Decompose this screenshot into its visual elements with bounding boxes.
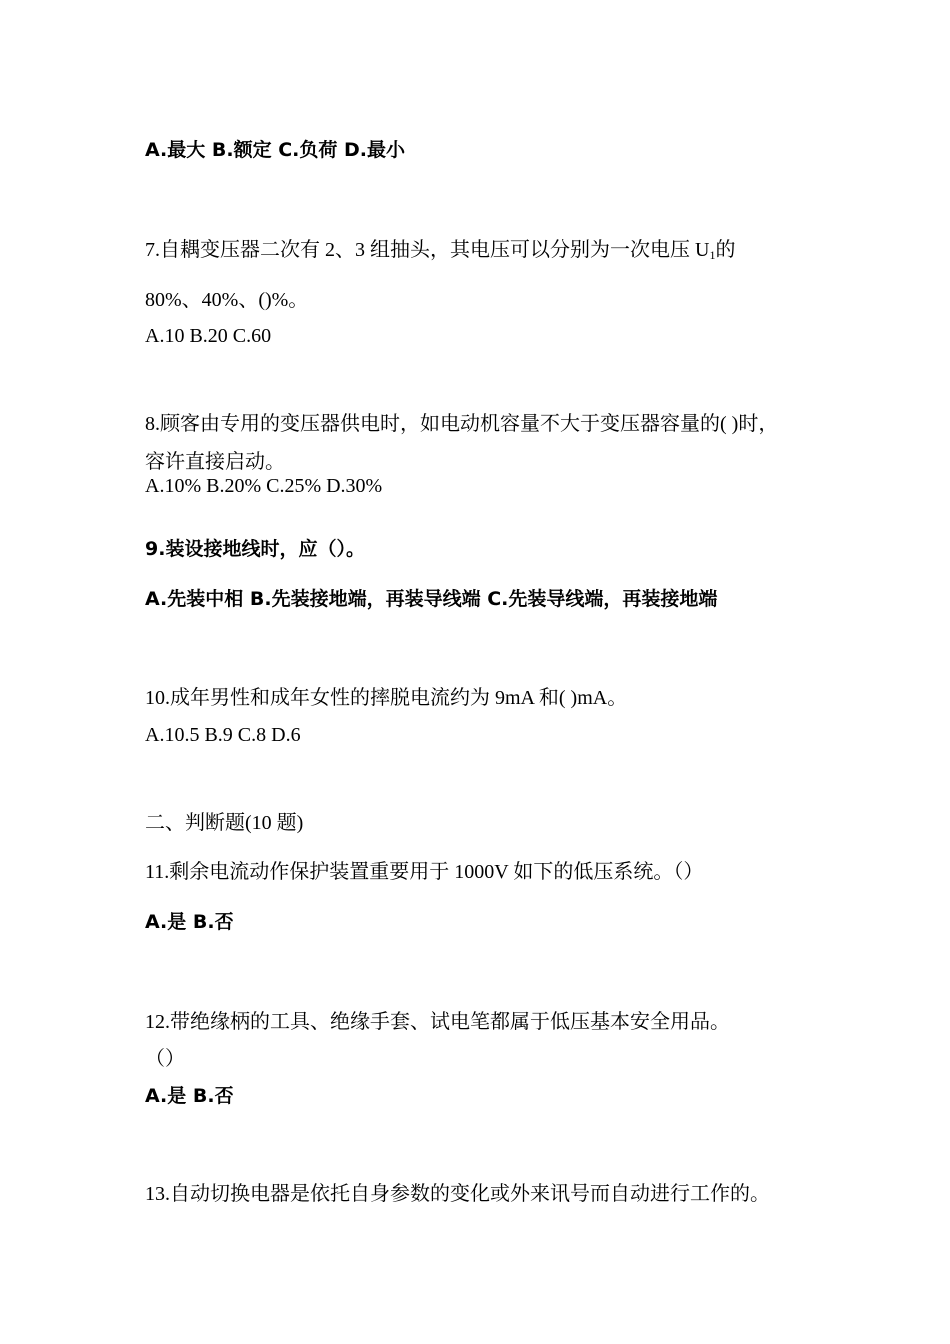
q8-text-line1: 8.顾客由专用的变压器供电时，如电动机容量不大于变压器容量的( )时， bbox=[145, 413, 779, 435]
q12-text-line2: （） bbox=[145, 1048, 185, 1070]
q13-text: 13.自动切换电器是依托自身参数的变化或外来讯号而自动进行工作的。 bbox=[145, 1183, 770, 1205]
subscript: 1 bbox=[709, 248, 716, 262]
q7-text-line2: 80%、40%、()%。 bbox=[145, 289, 309, 311]
q11-text: 11.剩余电流动作保护装置重要用于 1000V 如下的低压系统。（） bbox=[145, 861, 704, 883]
q12-options: A.是 B.否 bbox=[145, 1085, 234, 1107]
q9-text: 9.装设接地线时，应（）。 bbox=[145, 538, 365, 560]
section-heading-judgment: 二、判断题(10 题) bbox=[145, 812, 304, 834]
q6-options: A.最大 B.额定 C.负荷 D.最小 bbox=[145, 139, 405, 161]
q9-options: A.先装中相 B.先装接地端，再装导线端 C.先装导线端，再装接地端 bbox=[145, 588, 718, 610]
q8-options: A.10% B.20% C.25% D.30% bbox=[145, 475, 383, 497]
q7-options: A.10 B.20 C.60 bbox=[145, 325, 272, 347]
q10-text: 10.成年男性和成年女性的摔脱电流约为 9mA 和( )mA。 bbox=[145, 687, 628, 709]
q8-text-line2: 容许直接启动。 bbox=[145, 451, 285, 473]
q12-text-line1: 12.带绝缘柄的工具、绝缘手套、试电笔都属于低压基本安全用品。 bbox=[145, 1011, 730, 1033]
q10-options: A.10.5 B.9 C.8 D.6 bbox=[145, 724, 301, 746]
q7-text-line1: 7.自耦变压器二次有 2、3 组抽头，其电压可以分别为一次电压 $U_1$的 bbox=[145, 239, 736, 262]
q11-options: A.是 B.否 bbox=[145, 911, 234, 933]
